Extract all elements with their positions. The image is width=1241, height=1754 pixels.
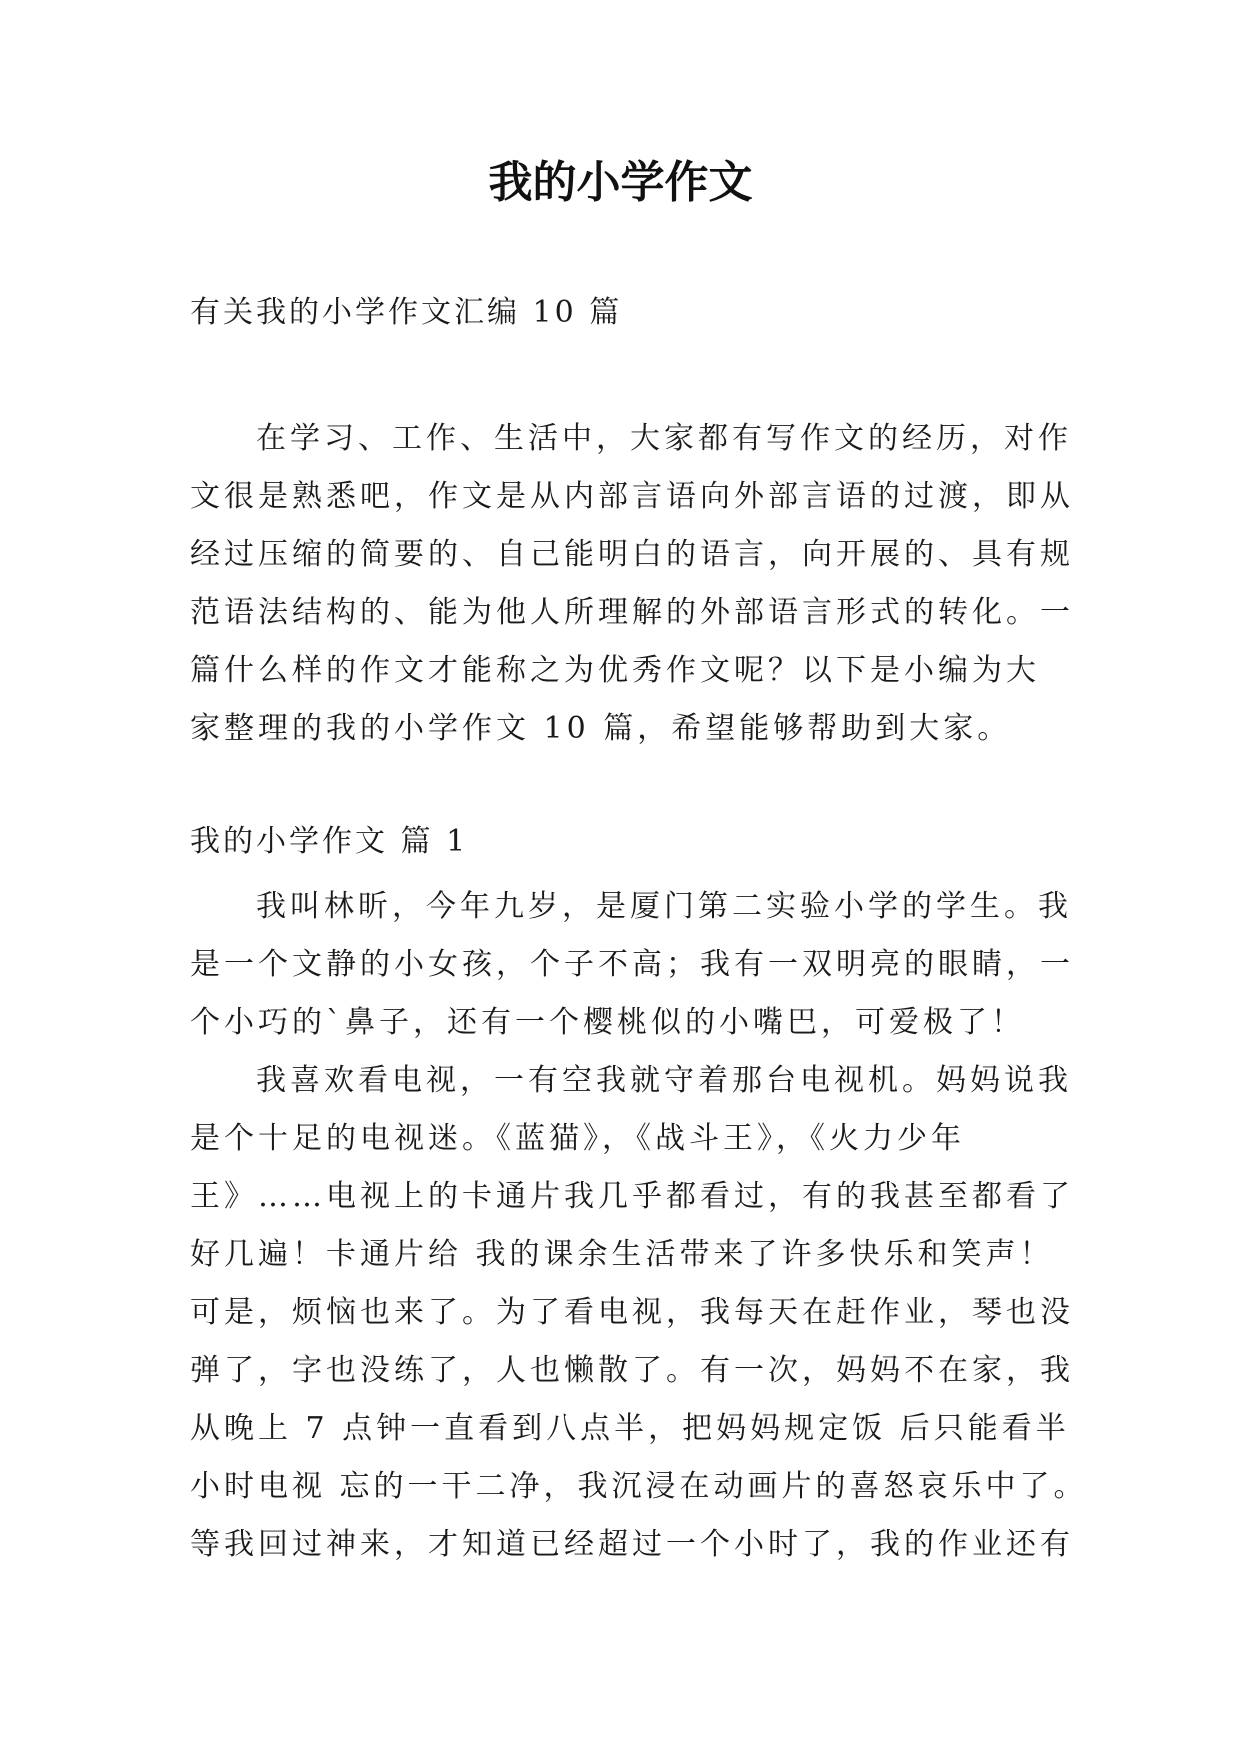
document-title: 我的小学作文 bbox=[488, 157, 753, 208]
body-line: 我喜欢看电视，一有空我就守着那台电视机。妈妈说我 bbox=[256, 1063, 1072, 1098]
body-line: 从晚上 7 点钟一直看到八点半，把妈妈规定饭 后只能看半 bbox=[190, 1411, 1070, 1446]
intro-line: 范语法结构的、能为他人所理解的外部语言形式的转化。一 bbox=[190, 595, 1074, 630]
body-line: 我叫林昕，今年九岁，是厦门第二实验小学的学生。我 bbox=[256, 889, 1072, 924]
body-line: 是一个文静的小女孩，个子不高；我有一双明亮的眼睛，一 bbox=[190, 947, 1074, 982]
body-line: 个小巧的`鼻子，还有一个樱桃似的小嘴巴，可爱极了！ bbox=[190, 1005, 1025, 1040]
section-body bbox=[190, 878, 1088, 1574]
body-line: 是个十足的电视迷。《蓝猫》，《战斗王》，《火力少年 bbox=[190, 1121, 965, 1156]
intro-line: 篇什么样的作文才能称之为优秀作文呢？以下是小编为大 bbox=[190, 653, 1040, 688]
intro-line: 经过压缩的简要的、自己能明白的语言，向开展的、具有规 bbox=[190, 537, 1074, 572]
section-heading: 我的小学作文 篇 1 bbox=[190, 824, 469, 859]
body-line: 王》……电视上的卡通片我几乎都看过，有的我甚至都看了 bbox=[190, 1179, 1074, 1214]
body-line: 好几遍！卡通片给 我的课余生活带来了许多快乐和笑声！ bbox=[190, 1237, 1054, 1272]
body-line: 小时电视 忘的一干二净，我沉浸在动画片的喜怒哀乐中了。 bbox=[190, 1469, 1088, 1504]
intro-line: 在学习、工作、生活中，大家都有写作文的经历，对作 bbox=[256, 421, 1072, 456]
body-line: 弹了，字也没练了，人也懒散了。有一次，妈妈不在家，我 bbox=[190, 1353, 1074, 1388]
body-line: 可是，烦恼也来了。为了看电视，我每天在赶作业，琴也没 bbox=[190, 1295, 1074, 1330]
intro-line: 文很是熟悉吧，作文是从内部言语向外部言语的过渡，即从 bbox=[190, 479, 1074, 514]
intro-paragraph bbox=[190, 410, 1074, 758]
intro-line: 家整理的我的小学作文 10 篇，希望能够帮助到大家。 bbox=[190, 711, 1012, 746]
document-subtitle: 有关我的小学作文汇编 10 篇 bbox=[190, 295, 623, 330]
body-line: 等我回过神来，才知道已经超过一个小时了，我的作业还有 bbox=[190, 1527, 1074, 1562]
